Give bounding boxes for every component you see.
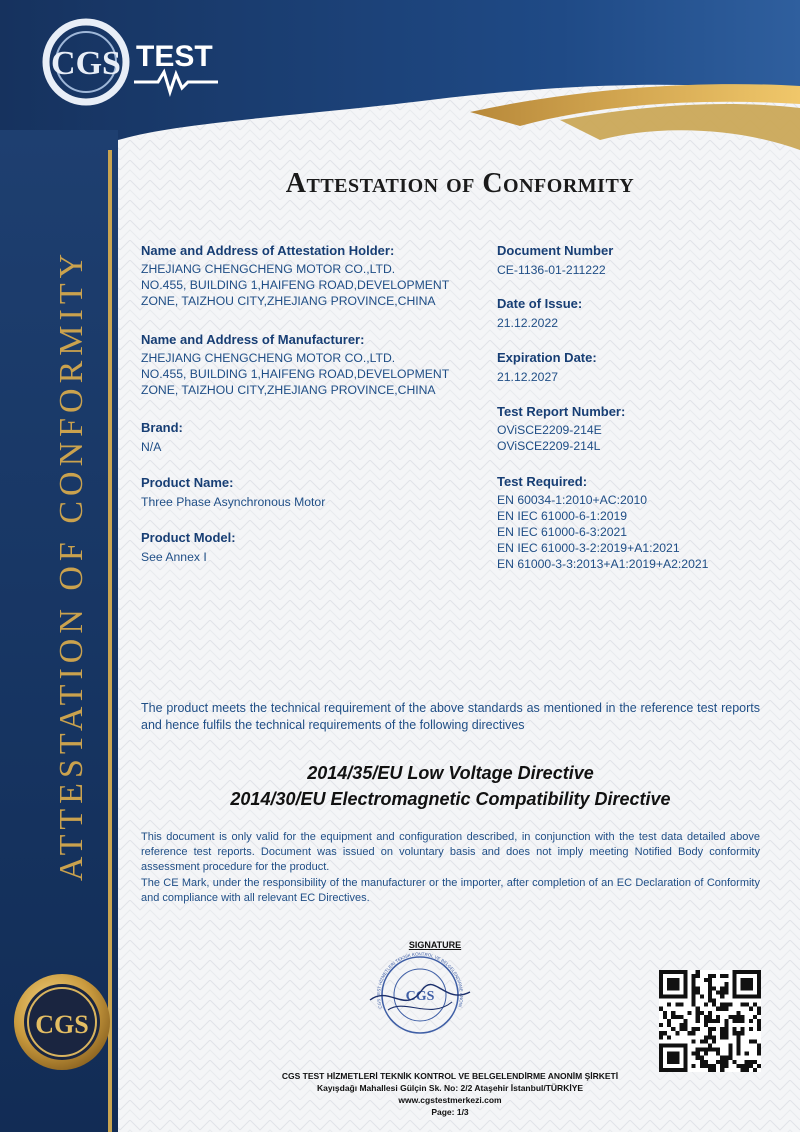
- test-report-number-value: OViSCE2209-214E OViSCE2209-214L: [497, 423, 602, 453]
- expiration-date-value: 21.12.2027: [497, 370, 558, 384]
- brand-label: Brand:: [141, 420, 183, 435]
- document-number-value: CE-1136-01-211222: [497, 263, 606, 277]
- page-title: Attestation of Conformity: [285, 168, 635, 199]
- seal-monogram: CGS: [35, 1010, 89, 1039]
- vertical-title: ATTESTATION OF CONFORMITY: [53, 248, 90, 882]
- attestation-holder-value: ZHEJIANG CHENGCHENG MOTOR CO.,LTD. NO.455, BUILDING 1,HAIFENG ROAD,DEVELOPMENT ZONE, TAIZHOU CITY,ZHEJIANG PROVINCE,CHINA: [141, 262, 450, 308]
- logo-brand-text: TEST: [136, 40, 213, 73]
- signature-label: SIGNATURE: [408, 940, 462, 950]
- attestation-holder-label: Name and Address of Attestation Holder:: [141, 243, 395, 258]
- product-model-label: Product Model:: [141, 530, 236, 545]
- gold-seal: [12, 972, 112, 1072]
- product-name-value: Three Phase Asynchronous Motor: [141, 495, 326, 509]
- product-model-value: See Annex I: [141, 550, 207, 564]
- product-name-label: Product Name:: [141, 475, 234, 490]
- footer-company: CGS TEST HİZMETLERİ TEKNİK KONTROL VE BELGELENDİRME ANONİM ŞİRKETİ: [281, 1071, 619, 1081]
- manufacturer-label: Name and Address of Manufacturer:: [141, 332, 365, 347]
- footer-page-number: Page: 1/3: [431, 1107, 469, 1117]
- document-number-label: Document Number: [497, 243, 614, 258]
- test-report-number-label: Test Report Number:: [497, 404, 626, 419]
- brand-value: N/A: [141, 440, 162, 454]
- manufacturer-value: ZHEJIANG CHENGCHENG MOTOR CO.,LTD. NO.455, BUILDING 1,HAIFENG ROAD,DEVELOPMENT ZONE, TAIZHOU CITY,ZHEJIANG PROVINCE,CHINA: [141, 351, 450, 397]
- footer-website[interactable]: www.cgstestmerkezi.com: [398, 1095, 502, 1105]
- test-required-value: EN 60034-1:2010+AC:2010 EN IEC 61000-6-1:2019 EN IEC 61000-6-3:2021 EN IEC 61000-3-2:2019+A1:2021 EN 61000-3-3:2013+A1:2019+A2:2021: [497, 493, 709, 571]
- footer-address: Kayışdağı Mahallesi Gülçin Sk. No: 2/2 Ataşehir İstanbul/TÜRKİYE: [316, 1083, 584, 1093]
- cgs-test-logo: [38, 12, 228, 112]
- stamp-monogram: CGS: [405, 989, 435, 1004]
- logo-monogram: CGS: [51, 45, 121, 82]
- date-of-issue-value: 21.12.2022: [497, 316, 558, 330]
- test-required-label: Test Required:: [497, 474, 588, 489]
- qr-code[interactable]: [659, 970, 761, 1072]
- expiration-date-label: Expiration Date:: [497, 350, 597, 365]
- conformity-statement: The product meets the technical requirement of the above standards as mentioned in the reference test reports and hence fulfils the technical requirements of the following directives: [141, 701, 760, 732]
- stamp-text: CGS TEST HİZMETLERİ TEKNİK KONTROL VE BELGELENDİRME ANONİ: [375, 951, 465, 1010]
- disclaimer-validity: This document is only valid for the equipment and configuration described, in conjunction with the test data detailed above reference test reports. Document was issued on voluntary basis and does not imply meeting Notified Body conformity assessment procedure for the product.: [141, 831, 760, 873]
- disclaimer-ce-mark: The CE Mark, under the responsibility of the manufacturer or the importer, after completion of an EC Declaration of Conformity and compliance with all relevant EC Directives.: [141, 877, 760, 904]
- directive-lvd: 2014/35/EU Low Voltage Directive: [307, 763, 594, 783]
- directive-emc: 2014/30/EU Electromagnetic Compatibility Directive: [230, 789, 671, 809]
- date-of-issue-label: Date of Issue:: [497, 296, 583, 311]
- company-stamp: [360, 950, 480, 1035]
